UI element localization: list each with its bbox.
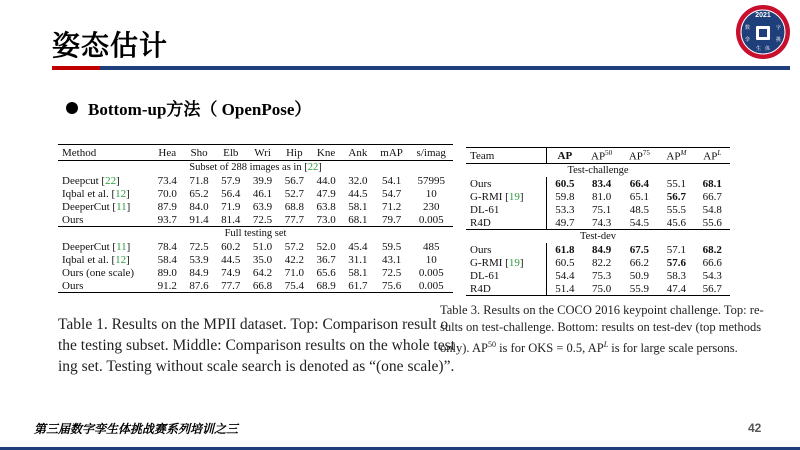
method-cell: DeeperCut [11]: [62, 200, 131, 213]
value-cell: 68.8: [284, 200, 304, 213]
value-cell: 48.5: [629, 203, 649, 216]
value-cell: 72.5: [381, 266, 402, 279]
title-underline-blue: [100, 66, 790, 70]
section-header-row: [466, 230, 730, 244]
table-row: [466, 216, 730, 230]
value-cell: 71.9: [221, 200, 241, 213]
value-cell: 72.5: [189, 240, 209, 253]
value-cell: 63.9: [252, 200, 273, 213]
value-cell: 73.4: [157, 174, 177, 187]
value-cell: 66.2: [629, 256, 649, 269]
table-header-row: [466, 148, 730, 164]
method-cell: Ours: [466, 243, 547, 256]
value-cell: 44.5: [348, 187, 368, 200]
table-row: [466, 177, 730, 190]
value-cell: 56.7: [284, 174, 304, 187]
value-cell: 77.7: [215, 279, 247, 293]
method-cell: DeeperCut [11]: [62, 240, 131, 253]
value-cell: 65.1: [629, 190, 649, 203]
value-cell: 32.0: [348, 174, 368, 187]
value-cell: 68.1: [348, 213, 368, 226]
value-cell: 68.1: [702, 177, 722, 190]
header-cell: s/imag: [409, 145, 453, 161]
section-header-row: [58, 161, 453, 175]
method-cell: DL-61: [466, 269, 547, 282]
caption-line: ing set. Testing without scale search is denoted as “(one scale)”.: [58, 358, 455, 375]
value-cell: 67.5: [629, 243, 649, 256]
value-cell: 60.2: [221, 240, 241, 253]
footer-text: 第三届数字孪生体挑战赛系列培训之三: [34, 422, 239, 436]
value-cell: 52.0: [316, 240, 336, 253]
value-cell: 0.005: [418, 266, 444, 279]
section-label: Full testing set: [58, 227, 453, 241]
value-cell: 58.3: [666, 269, 686, 282]
value-cell: 66.7: [702, 190, 722, 203]
table-row: [466, 243, 730, 256]
value-cell: 230: [422, 200, 440, 213]
value-cell: 51.0: [252, 240, 273, 253]
value-cell: 54.5: [629, 216, 649, 229]
table-header-row: [58, 145, 453, 161]
value-cell: 68.2: [702, 243, 722, 256]
caption-line: sults on test-challenge. Bottom: results on test-dev (top methods: [440, 320, 762, 334]
coco-table-caption: [440, 302, 770, 357]
bullet-text: Bottom-up方法（ OpenPose）: [88, 100, 312, 119]
value-cell: 10: [425, 253, 437, 266]
value-cell: 10: [425, 187, 437, 200]
method-cell: Ours: [58, 279, 151, 293]
value-cell: 84.9: [591, 243, 612, 256]
table-row: [58, 253, 453, 266]
competition-badge-logo: [735, 4, 791, 60]
method-cell: G-RMI [19]: [466, 190, 547, 203]
value-cell: 45.6: [666, 216, 686, 229]
coco-results-table: [466, 147, 730, 296]
value-cell: 93.7: [157, 213, 177, 226]
method-cell: R4D: [466, 216, 547, 230]
value-cell: 485: [422, 240, 440, 253]
header-cell: $AP^L$: [695, 148, 730, 164]
value-cell: 75.6: [374, 279, 410, 293]
header-cell: Ank: [342, 145, 374, 161]
header-cell: AP$^{75}$: [620, 148, 658, 164]
header-cell: Elb: [215, 145, 247, 161]
section-label: Test-challenge: [567, 165, 629, 176]
header-cell: mAP: [374, 145, 410, 161]
value-cell: 31.1: [348, 253, 368, 266]
mpii-table-caption: [58, 314, 455, 377]
value-cell: 75.3: [591, 269, 612, 282]
value-cell: 61.8: [555, 243, 575, 256]
header-cell: Team: [466, 148, 547, 164]
value-cell: 54.4: [555, 269, 575, 282]
method-cell: DL-61: [466, 203, 547, 216]
value-cell: 55.9: [620, 282, 658, 296]
svg-text:孪: 孪: [745, 37, 751, 43]
method-cell: Ours: [466, 177, 547, 190]
value-cell: 75.4: [278, 279, 310, 293]
value-cell: 57.6: [666, 256, 686, 269]
header-cell: $AP^M$: [658, 148, 694, 164]
value-cell: 63.8: [316, 200, 336, 213]
value-cell: 49.7: [555, 216, 575, 229]
value-cell: 83.4: [591, 177, 612, 190]
section-label: Subset of 288 images as in [22]: [189, 162, 322, 173]
value-cell: 57.9: [221, 174, 241, 187]
value-cell: 66.6: [702, 256, 722, 269]
bullet-dot-icon: [66, 102, 78, 114]
value-cell: 71.8: [189, 174, 209, 187]
table-row: [466, 190, 730, 203]
value-cell: 39.9: [252, 174, 273, 187]
value-cell: 55.5: [666, 203, 686, 216]
value-cell: 87.6: [183, 279, 215, 293]
value-cell: 81.0: [591, 190, 612, 203]
value-cell: 58.4: [157, 253, 177, 266]
value-cell: 44.5: [221, 253, 241, 266]
mpii-results-table: [58, 144, 446, 293]
value-cell: 72.5: [252, 213, 273, 226]
header-cell: AP: [547, 148, 583, 164]
value-cell: 56.7: [695, 282, 730, 296]
value-cell: 64.2: [252, 266, 273, 279]
method-cell: Ours (one scale): [62, 266, 135, 279]
value-cell: 71.2: [381, 200, 402, 213]
table-row: [466, 269, 730, 282]
value-cell: 84.9: [189, 266, 209, 279]
value-cell: 46.1: [252, 187, 273, 200]
value-cell: 54.7: [381, 187, 402, 200]
value-cell: 79.7: [381, 213, 402, 226]
method-cell: Ours: [62, 213, 84, 226]
value-cell: 59.8: [555, 190, 575, 203]
method-cell: Iqbal et al. [12]: [62, 187, 130, 200]
value-cell: 59.5: [381, 240, 402, 253]
value-cell: 68.9: [310, 279, 342, 293]
value-cell: 81.4: [221, 213, 241, 226]
value-cell: 58.1: [348, 200, 368, 213]
value-cell: 50.9: [629, 269, 649, 282]
value-cell: 56.7: [666, 190, 686, 203]
header-cell: Method: [58, 145, 151, 161]
section-header-row: [58, 227, 453, 241]
bullet-item: [66, 95, 311, 120]
value-cell: 55.1: [666, 177, 686, 190]
table-row: [58, 266, 453, 279]
caption-line: Table 1. Results on the MPII dataset. Top: Comparison result o: [58, 316, 449, 333]
value-cell: 61.7: [342, 279, 374, 293]
caption-line: the testing subset. Middle: Comparison results on the whole test: [58, 337, 455, 354]
value-cell: 54.8: [702, 203, 722, 216]
value-cell: 54.3: [702, 269, 722, 282]
table-row: [58, 187, 453, 200]
value-cell: 42.2: [284, 253, 304, 266]
value-cell: 84.0: [189, 200, 209, 213]
svg-text:生: 生: [756, 46, 762, 52]
value-cell: 77.7: [284, 213, 304, 226]
table-row: [466, 256, 730, 269]
section-label: Test-dev: [466, 230, 730, 244]
header-cell: Wri: [247, 145, 279, 161]
value-cell: 87.9: [157, 200, 177, 213]
value-cell: 53.3: [555, 203, 575, 216]
value-cell: 54.1: [381, 174, 402, 187]
table-row: [466, 282, 730, 296]
value-cell: 60.5: [555, 177, 575, 190]
svg-text:数: 数: [745, 25, 751, 31]
header-cell: AP$^{50}$: [583, 148, 621, 164]
svg-text:体: 体: [765, 46, 771, 52]
value-cell: 57.1: [666, 243, 686, 256]
method-cell: Iqbal et al. [12]: [62, 253, 130, 266]
caption-line: Table 3. Results on the COCO 2016 keypoint challenge. Top: re-: [440, 303, 764, 317]
svg-text:字: 字: [776, 25, 782, 31]
value-cell: 0.005: [409, 279, 453, 293]
value-cell: 65.6: [316, 266, 336, 279]
value-cell: 89.0: [157, 266, 177, 279]
table-row: [466, 203, 730, 216]
value-cell: 78.4: [157, 240, 177, 253]
value-cell: 71.0: [284, 266, 304, 279]
value-cell: 47.4: [658, 282, 694, 296]
value-cell: 57.2: [284, 240, 304, 253]
value-cell: 75.1: [591, 203, 612, 216]
value-cell: 47.9: [316, 187, 336, 200]
value-cell: 74.9: [221, 266, 241, 279]
value-cell: 65.2: [189, 187, 209, 200]
svg-text:挑: 挑: [776, 37, 782, 43]
table-row: [58, 174, 453, 187]
value-cell: 55.6: [702, 216, 722, 229]
table-row: [58, 279, 453, 293]
caption-line: only). AP$^{50}$ is for OKS = 0.5, $AP^L$ is for large scale persons.: [440, 340, 738, 356]
page-number: 42: [748, 421, 762, 435]
value-cell: 74.3: [591, 216, 612, 229]
value-cell: 57995: [417, 174, 445, 187]
value-cell: 66.4: [629, 177, 649, 190]
value-cell: 91.4: [189, 213, 209, 226]
header-cell: Hea: [151, 145, 183, 161]
table-row: [58, 200, 453, 213]
value-cell: 75.0: [583, 282, 621, 296]
value-cell: 0.005: [418, 213, 444, 226]
table-row: [58, 240, 453, 253]
title-underline-red: [52, 66, 100, 70]
value-cell: 44.0: [316, 174, 336, 187]
value-cell: 58.1: [348, 266, 368, 279]
value-cell: 51.4: [547, 282, 583, 296]
value-cell: 43.1: [381, 253, 402, 266]
method-cell: G-RMI [19]: [466, 256, 547, 269]
value-cell: 56.4: [221, 187, 241, 200]
value-cell: 91.2: [151, 279, 183, 293]
header-cell: Hip: [278, 145, 310, 161]
value-cell: 82.2: [591, 256, 612, 269]
header-cell: Kne: [310, 145, 342, 161]
section-header-row: [466, 164, 730, 178]
header-cell: Sho: [183, 145, 215, 161]
method-cell: R4D: [466, 282, 547, 296]
value-cell: 73.0: [316, 213, 336, 226]
slide-title: 姿态估计: [52, 29, 169, 62]
method-cell: Deepcut [22]: [62, 174, 120, 187]
value-cell: 70.0: [157, 187, 177, 200]
value-cell: 53.9: [189, 253, 209, 266]
value-cell: 60.5: [555, 256, 575, 269]
value-cell: 66.8: [247, 279, 279, 293]
value-cell: 45.4: [348, 240, 368, 253]
value-cell: 35.0: [252, 253, 273, 266]
value-cell: 36.7: [316, 253, 336, 266]
table-row: [58, 213, 453, 227]
svg-text:2021: 2021: [755, 12, 771, 19]
value-cell: 52.7: [284, 187, 304, 200]
